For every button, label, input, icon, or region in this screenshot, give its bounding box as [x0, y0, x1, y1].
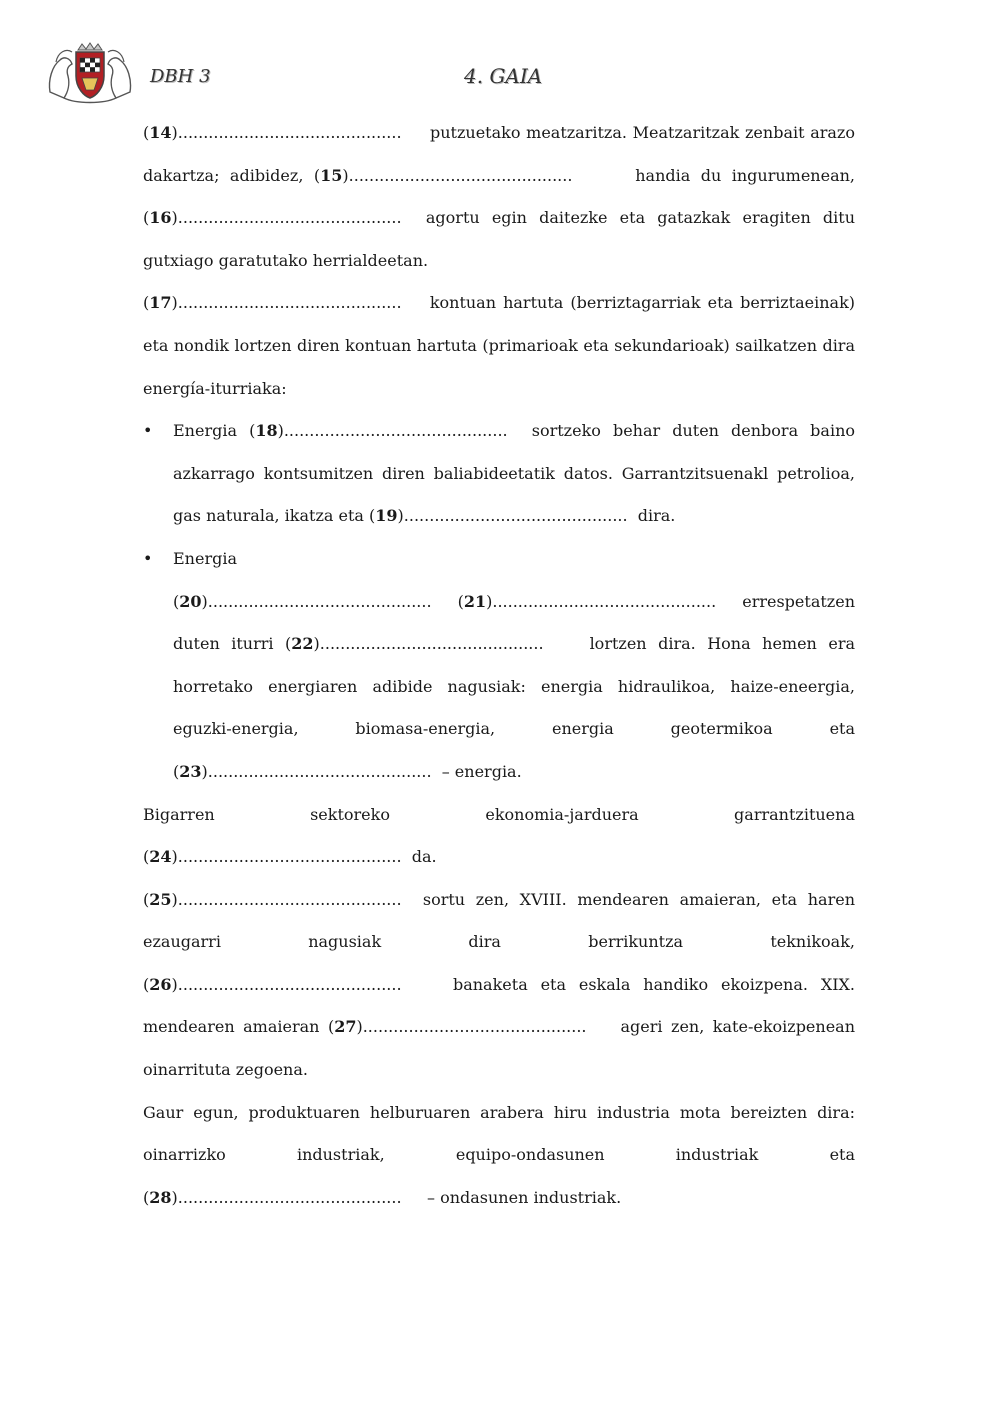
text-22: lortzen dira. Hona hemen era horretako energiaren adibide nagusiak: energia hidraulikoa, haize-eneergia, eguzki-energia, biomasa-energia, energia geotermikoa eta	[173, 634, 856, 739]
blank-number-27: 27	[334, 1017, 357, 1037]
blank-number-25: 25	[149, 889, 172, 909]
text-energia-20-pre: Energia	[173, 548, 237, 568]
blank-number-21: 21	[463, 591, 487, 611]
blank-number-26: 26	[149, 974, 172, 994]
blank-number-17: 17	[149, 293, 172, 313]
text-24: da.	[411, 847, 437, 867]
blank-14[interactable]: ............................................	[177, 123, 402, 142]
blank-number-14: 14	[149, 123, 172, 142]
blank-20[interactable]: ............................................	[207, 591, 432, 611]
blank-25[interactable]: ............................................	[177, 889, 402, 909]
text-26: banaketa eta eskala handiko ekoizpena. XIX. mendearen amaieran	[143, 974, 856, 1037]
blank-number-15: 15	[320, 165, 343, 185]
blank-21[interactable]: ............................................	[492, 591, 717, 611]
text-14: putzuetako meatzaritza. Meatzaritzak zenbait arazo dakartza; adibidez,	[143, 123, 855, 185]
text-27: ageri zen, kate-ekoizpenean oinarrituta zegoena.	[143, 1017, 856, 1080]
text-23: – energia.	[441, 761, 522, 781]
text-17: kontuan hartuta (berriztagarriak eta berriztaeinak) eta nondik lortzen diren kontuan hartuta (primarioak eta sekundarioak) sailkatzen dira energía-iturriaka:	[143, 293, 855, 398]
blank-19[interactable]: ............................................	[403, 506, 628, 526]
text-18: sortzeko behar duten denbora baino azkarrago kontsumitzen diren baliabideetatik datos. Garrantzitsuenakl petrolioa, gas naturala, ikatza eta	[173, 421, 856, 526]
paragraph-mining: (14)............................................ putzuetako meatzaritza. Meatzaritzak zenbait arazo dakartza; adibidez, (15)............................................ handia du ingurumenean, (16)............................................ agortu egin daitezke eta gatazkak eragiten ditu gutxiago garatutako herrialdeetan.	[143, 123, 856, 270]
coat-of-arms-logo	[46, 40, 134, 104]
paragraph-energy-sources: (17)............................................ kontuan hartuta (berriztagarriak eta berriztaeinak) eta nondik lortzen diren kontuan hartuta (primarioak eta sekundarioak) sailkatzen dira energía-iturriaka:	[143, 293, 855, 398]
paragraph-secondary-sector: Bigarren sektoreko ekonomia-jarduera garrantzituena (24)............................................ da.	[143, 804, 855, 867]
bullet-icon: •	[143, 548, 153, 568]
blank-number-28: 28	[149, 1187, 172, 1207]
blank-number-18: 18	[255, 421, 278, 441]
paragraph-industry-types: Gaur egun, produktuaren helburuaren arabera hiru industria mota bereizten dira: oinarrizko industriak, equipo-ondasunen industriak eta (28)............................................ – ondasunen industriak.	[143, 1102, 855, 1207]
list-item-non-renewable: • Energia (18)............................................ sortzeko behar duten denbora baino azkarrago kontsumitzen diren baliabideetatik datos. Garrantzitsuenakl petrolioa, gas naturala, ikatza eta (19)............................................ dira.	[143, 410, 855, 538]
blank-number-16: 16	[149, 208, 172, 228]
blank-17[interactable]: ............................................	[177, 293, 402, 313]
text-15: handia du ingurumenean,	[635, 165, 856, 185]
text-25: sortu zen, XVIII. mendearen amaieran, eta haren ezaugarri nagusiak dira berrikuntza teknikoak,	[143, 889, 856, 952]
blank-15[interactable]: ............................................	[348, 165, 573, 185]
blank-number-20: 20	[179, 591, 202, 611]
blank-number-23: 23	[179, 761, 202, 781]
text-16: agortu egin daitezke eta gatazkak eragiten ditu gutxiago garatutako herrialdeetan.	[143, 208, 856, 270]
blank-22[interactable]: ............................................	[319, 634, 544, 654]
text-21: errespetatzen duten iturri	[173, 591, 855, 654]
document-body	[143, 112, 855, 1219]
text-19: dira.	[637, 506, 676, 526]
blank-number-22: 22	[291, 634, 314, 654]
blank-number-24: 24	[149, 847, 172, 867]
text-24-pre: Bigarren sektoreko ekonomia-jarduera garrantzituena	[143, 804, 855, 824]
blank-28[interactable]: ............................................	[177, 1187, 402, 1207]
bullet-icon: •	[143, 421, 153, 441]
header-unit-title: 4. GAIA	[464, 64, 543, 88]
text-energia-18-pre: Energia	[173, 421, 237, 441]
page-header	[0, 0, 1000, 110]
text-28-pre: Gaur egun, produktuaren helburuaren arabera hiru industria mota bereizten dira: oinarrizko industriak, equipo-ondasunen industriak eta	[143, 1102, 855, 1165]
blank-27[interactable]: ............................................	[362, 1017, 587, 1037]
blank-26[interactable]: ............................................	[177, 974, 402, 994]
list-item-renewable: • Energia (20)............................................ (21)............................................ errespetatzen duten iturri (22)............................................ lortzen dira. Hona hemen era horretako energiaren adibide nagusiak: energia hidraulikoa, haize-eneergia, eguzki-energia, biomasa-energia, energia geotermikoa eta (23)............................................ – energia.	[143, 538, 855, 794]
blank-18[interactable]: ............................................	[283, 421, 508, 441]
blank-23[interactable]: ............................................	[207, 761, 432, 781]
text-28: – ondasunen industriak.	[426, 1187, 622, 1207]
header-course: DBH 3	[150, 66, 211, 87]
blank-16[interactable]: ............................................	[177, 208, 402, 228]
blank-24[interactable]: ............................................	[177, 847, 402, 867]
blank-number-19: 19	[375, 506, 398, 526]
paragraph-industrial-revolution: (25)............................................ sortu zen, XVIII. mendearen amaieran, eta haren ezaugarri nagusiak dira berrikuntza teknikoak, (26)............................................ banaketa eta eskala handiko ekoizpena. XIX. mendearen amaieran (27)............................................ ageri zen, kate-ekoizpenean oinarrituta zegoena.	[143, 889, 856, 1080]
